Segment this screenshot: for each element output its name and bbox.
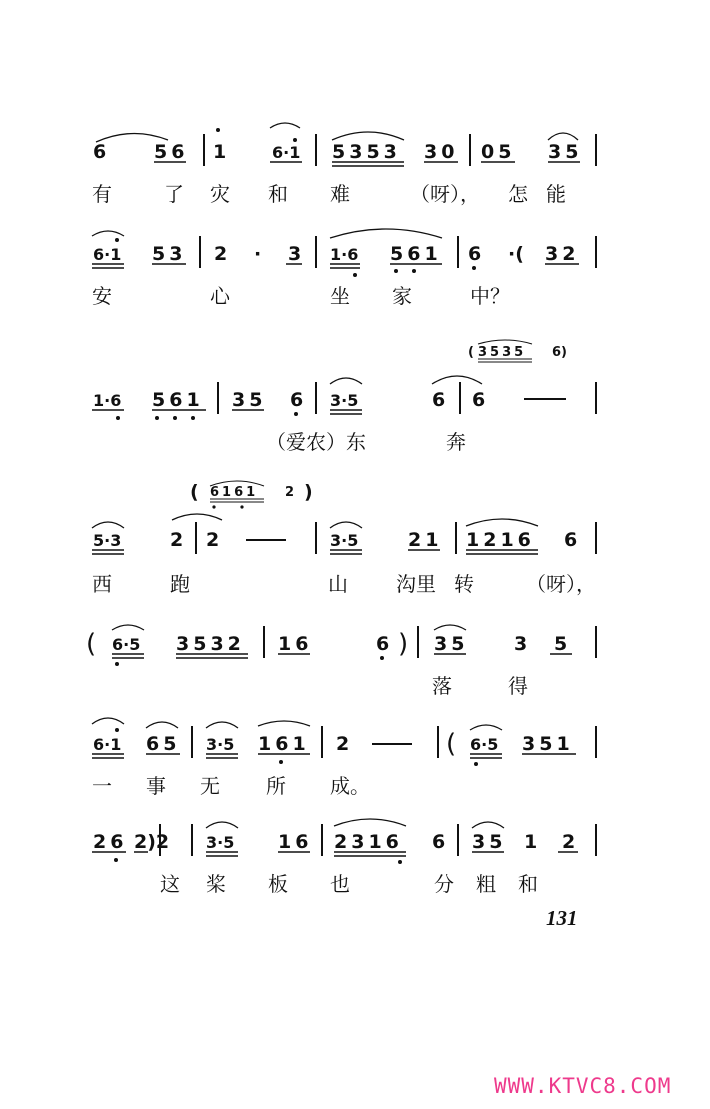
lyric: 中？ [470, 284, 510, 308]
octave-dot [216, 128, 220, 132]
lyric: 转 [454, 572, 474, 596]
lyric: （爱农）东 [266, 430, 366, 454]
svg-text:6: 6 [472, 389, 486, 411]
page-number: 131 [546, 906, 578, 930]
svg-text:2: 2 [336, 733, 350, 755]
svg-text:6): 6) [552, 345, 567, 360]
lyric: 粗 [476, 872, 496, 896]
svg-text:6: 6 [432, 831, 446, 853]
lyrics-line-5 [0, 670, 710, 702]
lyric: 跑 [170, 572, 190, 596]
lyrics-line-7 [0, 868, 710, 900]
svg-text:35: 35 [232, 389, 267, 411]
note: 6·1 [272, 143, 301, 162]
svg-text:·(: ·( [508, 243, 524, 265]
lyric: 落 [432, 674, 452, 698]
lyric: 所 [266, 774, 286, 798]
slur [270, 123, 300, 128]
svg-text:6: 6 [432, 389, 446, 411]
lyrics-line-6 [0, 770, 710, 802]
svg-text:(: ( [190, 481, 199, 503]
svg-text:3: 3 [288, 243, 302, 265]
note: 1 [213, 141, 227, 163]
lyric: 沟里 [396, 572, 436, 596]
lyrics-line-3 [0, 426, 710, 458]
svg-text:3·5: 3·5 [330, 391, 359, 410]
svg-text:): ) [304, 481, 313, 503]
svg-text:35: 35 [434, 633, 469, 655]
slur [332, 132, 404, 140]
svg-text:1: 1 [524, 831, 538, 853]
lyric: 坐 [330, 284, 350, 308]
lyric: 了 [164, 182, 184, 206]
lyric: （呀）， [410, 182, 480, 206]
svg-text:53: 53 [152, 243, 187, 265]
svg-text:(: ( [468, 345, 474, 360]
note: 5353 [332, 141, 401, 163]
svg-text:6·1: 6·1 [93, 735, 122, 754]
svg-text:561: 561 [152, 389, 204, 411]
svg-text:3532: 3532 [176, 633, 245, 655]
svg-text:5·3: 5·3 [93, 531, 122, 550]
svg-text:6161: 6161 [210, 485, 259, 500]
octave-dot [293, 138, 297, 142]
svg-text:35: 35 [472, 831, 507, 853]
svg-text:3·5: 3·5 [206, 735, 235, 754]
lyric: 分 [434, 872, 454, 896]
svg-text:6·5: 6·5 [470, 735, 499, 754]
lyric: 一 [92, 774, 112, 798]
lyric: 桨 [206, 872, 226, 896]
svg-text:2)2: 2)2 [134, 831, 170, 853]
lyric: 安 [92, 284, 112, 308]
lyric: 和 [268, 182, 288, 206]
staff-line-7 [92, 819, 596, 864]
lyric: 奔 [446, 430, 466, 454]
svg-text:16: 16 [278, 633, 313, 655]
lyric: 有 [92, 182, 112, 206]
lyrics-line-1 [0, 178, 710, 210]
staff-line-2 [92, 229, 596, 277]
lyric: 成。 [330, 774, 370, 798]
note: 05 [481, 141, 516, 163]
svg-text:1·6: 1·6 [330, 245, 359, 264]
svg-text:21: 21 [408, 529, 443, 551]
note: 6 [93, 141, 107, 163]
lyric: 板 [268, 872, 288, 896]
lyrics-line-4 [0, 568, 710, 600]
svg-text:2: 2 [285, 485, 295, 500]
svg-text:161: 161 [258, 733, 310, 755]
svg-text:3·5: 3·5 [206, 833, 235, 852]
lyric: （呀）， [526, 572, 596, 596]
note: 35 [548, 141, 583, 163]
site-watermark: WWW.KTVC8.COM [494, 1074, 672, 1098]
svg-text:(: ( [86, 629, 97, 659]
svg-text:351: 351 [522, 733, 574, 755]
svg-text:26: 26 [93, 831, 128, 853]
lyric: 西 [92, 572, 112, 596]
lyric: 和 [518, 872, 538, 896]
svg-text:32: 32 [545, 243, 580, 265]
lyric: 得 [508, 674, 528, 698]
staff-line-1 [93, 123, 596, 166]
svg-text:2: 2 [206, 529, 220, 551]
note: 30 [424, 141, 459, 163]
ornament-notes-2 [190, 481, 313, 509]
svg-text:6: 6 [564, 529, 578, 551]
svg-text:6: 6 [468, 243, 482, 265]
svg-text:2: 2 [170, 529, 184, 551]
lyric: 无 [200, 774, 220, 798]
lyrics-line-2 [0, 280, 710, 312]
svg-text:6·5: 6·5 [112, 635, 141, 654]
lyric: 事 [146, 774, 166, 798]
svg-text:561: 561 [390, 243, 442, 265]
svg-text:1·6: 1·6 [93, 391, 122, 410]
staff-line-5 [86, 625, 596, 666]
svg-text:6·1: 6·1 [93, 245, 122, 264]
svg-text:3: 3 [514, 633, 528, 655]
staff-line-4 [92, 514, 596, 554]
lyric: 怎 [508, 182, 528, 206]
svg-text:1216: 1216 [466, 529, 535, 551]
svg-text:): ) [398, 629, 409, 659]
svg-text:·: · [254, 243, 262, 265]
svg-text:2: 2 [562, 831, 576, 853]
lyric: 这 [160, 872, 180, 896]
svg-text:5: 5 [554, 633, 568, 655]
svg-text:16: 16 [278, 831, 313, 853]
lyric: 灾 [210, 182, 230, 206]
lyric: 心 [210, 284, 230, 308]
note: 56 [154, 141, 189, 163]
svg-text:65: 65 [146, 733, 181, 755]
lyric: 家 [392, 284, 412, 308]
svg-text:3535: 3535 [478, 345, 527, 360]
svg-text:2316: 2316 [334, 831, 403, 853]
lyric: 能 [546, 182, 566, 206]
lyric: 难 [330, 182, 350, 206]
svg-text:6: 6 [290, 389, 304, 411]
svg-text:(: ( [446, 729, 457, 759]
svg-text:2: 2 [214, 243, 228, 265]
lyric: 山 [328, 572, 348, 596]
lyric: 也 [330, 872, 350, 896]
ornament-notes-1 [468, 340, 567, 362]
staff-line-3 [92, 376, 596, 420]
svg-text:6: 6 [376, 633, 390, 655]
svg-text:3·5: 3·5 [330, 531, 359, 550]
staff-line-6 [92, 718, 596, 766]
